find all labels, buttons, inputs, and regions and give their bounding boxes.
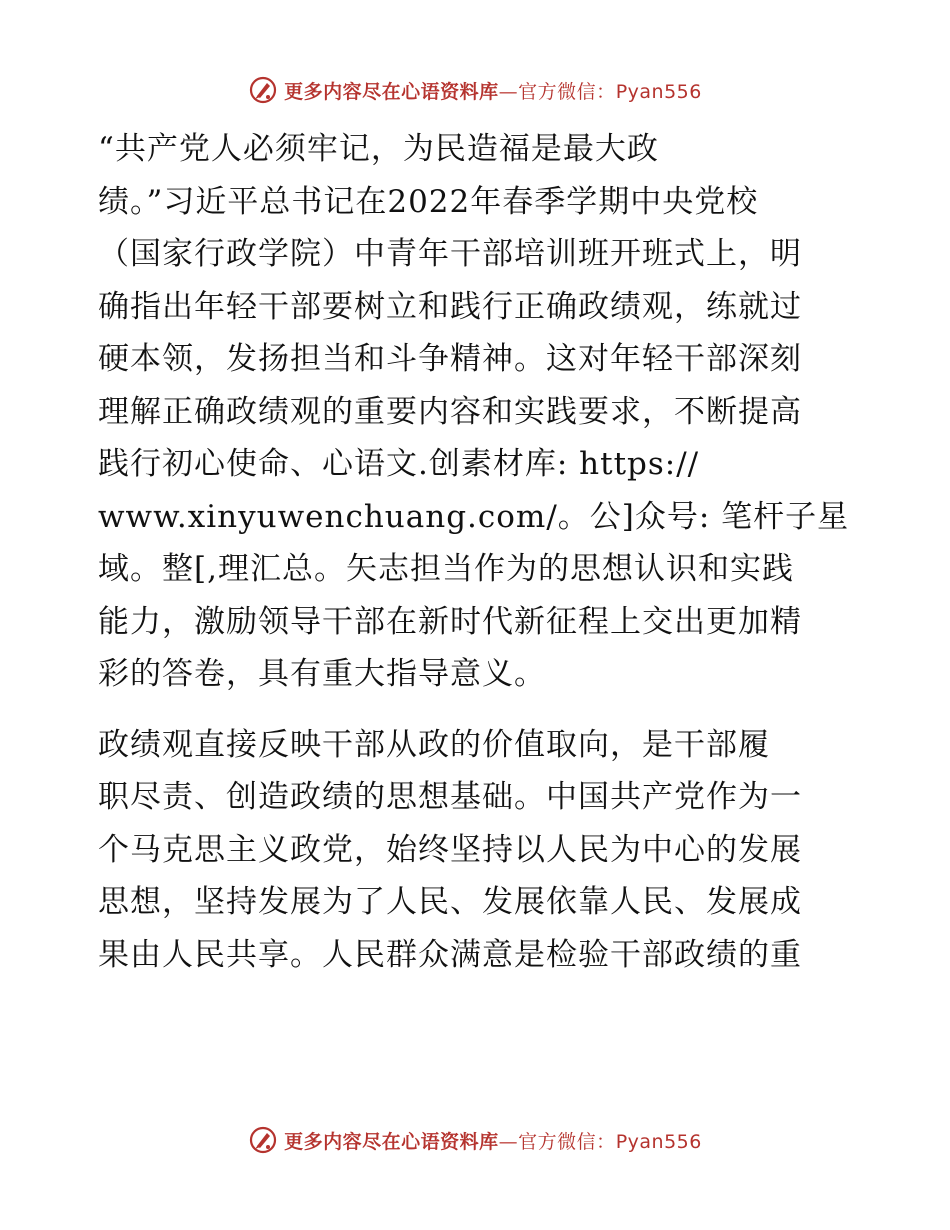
- paragraph-1: [98, 123, 850, 701]
- footer-banner: [0, 1120, 950, 1160]
- footer-text: [284, 1127, 702, 1154]
- text-line: 彩的答卷，具有重大指导意义。: [98, 656, 546, 692]
- header-wechat-label: 官方微信：: [518, 80, 616, 103]
- article-body: [98, 123, 850, 981]
- text-line: 能力，激励领导干部在新时代新征程上交出更加精: [98, 603, 802, 640]
- pen-nib-logo-icon: [248, 1125, 278, 1155]
- text-line: （国家行政学院）中青年干部培训班开班式上，明: [98, 236, 802, 272]
- pen-nib-logo-icon: [248, 75, 278, 105]
- footer-wechat-label: 官方微信：: [518, 1130, 616, 1153]
- text-line: 政绩观直接反映干部从政的价值取向，是干部履: [98, 726, 770, 763]
- text-line: 绩。”习近平总书记在2022年春季学期中央党校: [98, 183, 759, 220]
- text-line: 践行初心使命、心语文.创素材库: https://: [98, 446, 700, 482]
- text-line: www.xinyuwenchuang.com/。公]众号: 笔杆子星: [98, 498, 850, 535]
- text-line: 思想，坚持发展为了人民、发展依靠人民、发展成: [98, 884, 802, 920]
- text-line: 果由人民共享。人民群众满意是检验干部政绩的重: [98, 936, 802, 973]
- footer-wechat-id: Pyan556: [615, 1130, 702, 1153]
- text-line: 确指出年轻干部要树立和践行正确政绩观，练就过: [98, 288, 802, 325]
- text-line: 职尽责、创造政绩的思想基础。中国共产党作为一: [98, 779, 802, 815]
- paragraph-2: [98, 719, 850, 982]
- footer-site-text: 更多内容尽在心语资料库: [284, 1130, 499, 1153]
- header-site-text: 更多内容尽在心语资料库: [284, 80, 499, 103]
- header-text: [284, 77, 702, 104]
- header-separator: —: [498, 80, 519, 103]
- header-banner: [0, 70, 950, 110]
- text-line: “共产党人必须牢记，为民造福是最大政: [98, 131, 659, 167]
- text-line: 硬本领，发扬担当和斗争精神。这对年轻干部深刻: [98, 341, 802, 377]
- text-line: 域。整[,理汇总。矢志担当作为的思想认识和实践: [98, 551, 794, 587]
- header-wechat-id: Pyan556: [615, 80, 702, 103]
- text-line: 理解正确政绩观的重要内容和实践要求，不断提高: [98, 393, 802, 430]
- footer-separator: —: [498, 1130, 519, 1153]
- text-line: 个马克思主义政党，始终坚持以人民为中心的发展: [98, 831, 802, 868]
